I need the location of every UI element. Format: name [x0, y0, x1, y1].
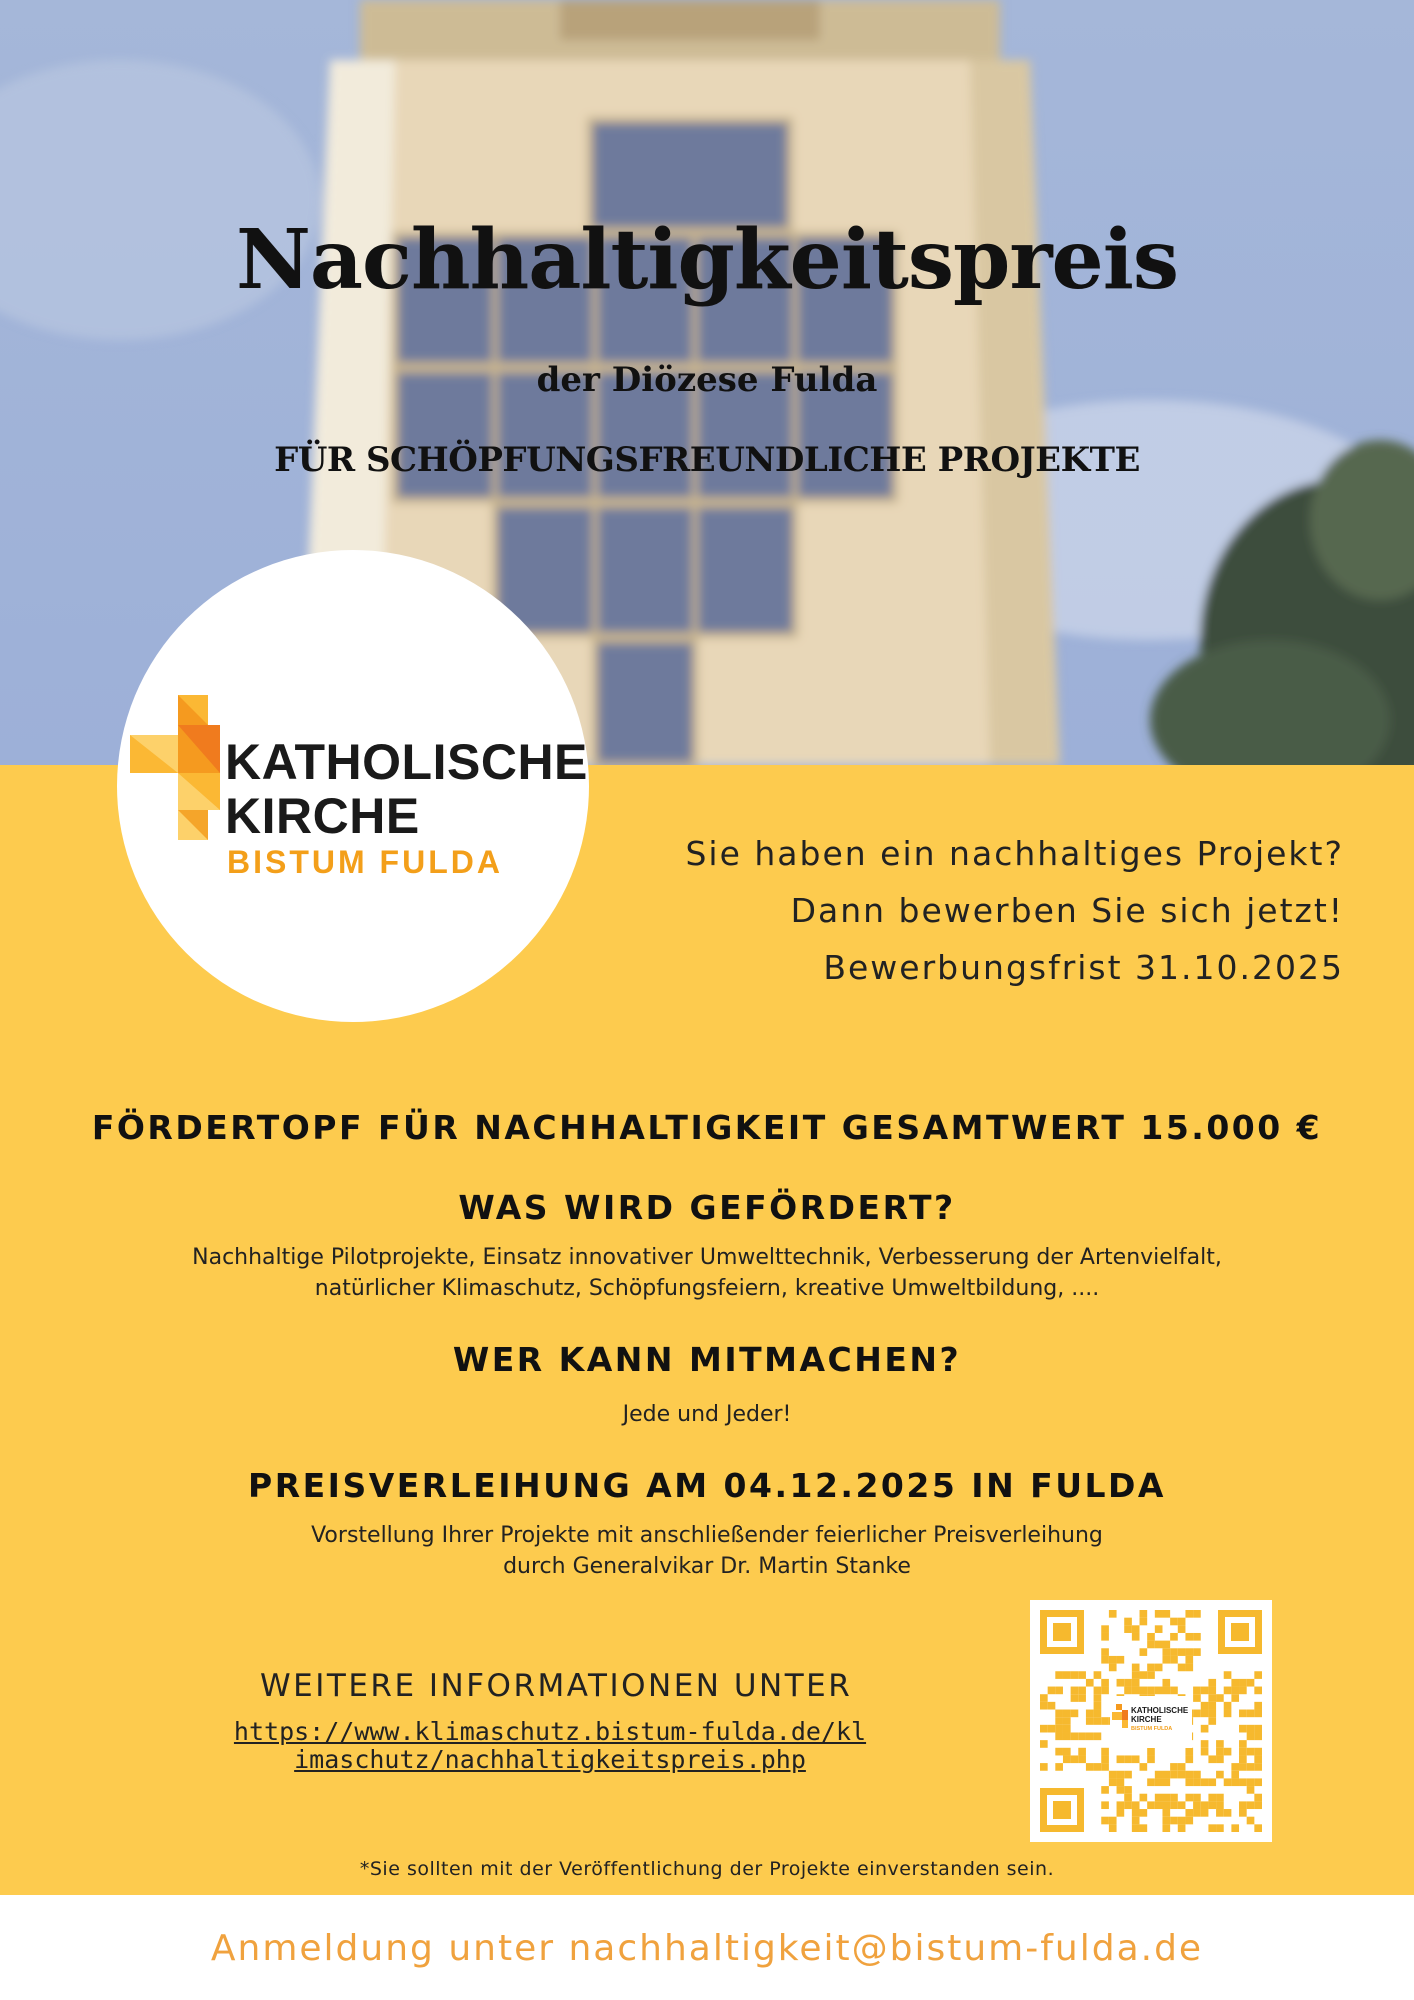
qr-module	[1162, 1679, 1170, 1687]
qr-module	[1216, 1794, 1224, 1802]
qr-module	[1162, 1809, 1170, 1817]
qr-module	[1055, 1725, 1063, 1733]
qr-module	[1101, 1687, 1109, 1695]
qr-module	[1101, 1717, 1109, 1725]
qr-module	[1086, 1717, 1094, 1725]
qr-module	[1208, 1778, 1216, 1786]
more-info-link[interactable]: https://www.klimaschutz.bistum-fulda.de/klimaschutz/nachhaltigkeitspreis.php	[233, 1717, 867, 1774]
qr-module	[1193, 1610, 1201, 1618]
qr-module	[1147, 1633, 1155, 1641]
qr-module	[1178, 1824, 1186, 1832]
qr-logo-line-3: BISTUM FULDA	[1131, 1726, 1173, 1732]
qr-module	[1162, 1778, 1170, 1786]
qr-module	[1239, 1710, 1247, 1718]
qr-module	[1155, 1771, 1163, 1779]
qr-module	[1247, 1801, 1255, 1809]
qr-module	[1208, 1679, 1216, 1687]
qr-module	[1231, 1824, 1239, 1832]
qr-module	[1101, 1801, 1109, 1809]
qr-module	[1178, 1664, 1186, 1672]
qr-module	[1140, 1794, 1148, 1802]
qr-module	[1208, 1694, 1216, 1702]
qr-module	[1063, 1732, 1071, 1740]
qr-module	[1147, 1748, 1155, 1756]
who-heading: WER KANN MITMACHEN?	[452, 1340, 962, 1379]
qr-module	[1071, 1687, 1079, 1695]
qr-module	[1086, 1710, 1094, 1718]
qr-module	[1109, 1656, 1117, 1664]
qr-module	[1170, 1618, 1178, 1626]
qr-module	[1239, 1740, 1247, 1748]
qr-module	[1140, 1648, 1148, 1656]
qr-module	[1162, 1801, 1170, 1809]
qr-module	[1185, 1817, 1193, 1825]
qr-module	[1254, 1763, 1262, 1771]
qr-module	[1224, 1710, 1232, 1718]
qr-module	[1185, 1794, 1193, 1802]
qr-module	[1132, 1625, 1140, 1633]
cta-deadline: Bewerbungsfrist 31.10.2025	[823, 948, 1344, 987]
qr-module	[1231, 1687, 1239, 1695]
qr-module	[1063, 1755, 1071, 1763]
qr-module	[1193, 1794, 1201, 1802]
qr-module	[1254, 1732, 1262, 1740]
qr-module	[1094, 1717, 1102, 1725]
qr-module	[1040, 1740, 1048, 1748]
qr-module	[1170, 1763, 1178, 1771]
qr-module	[1208, 1801, 1216, 1809]
award-line-2: durch Generalvikar Dr. Martin Stanke	[503, 1554, 911, 1579]
qr-module	[1224, 1702, 1232, 1710]
qr-module	[1055, 1710, 1063, 1718]
page-subtitle: der Diözese Fulda	[536, 360, 878, 400]
qr-module	[1193, 1633, 1201, 1641]
qr-module	[1193, 1771, 1201, 1779]
qr-module	[1124, 1679, 1132, 1687]
qr-module	[1140, 1809, 1148, 1817]
qr-module	[1040, 1763, 1048, 1771]
qr-module	[1109, 1610, 1117, 1618]
qr-module	[1239, 1755, 1247, 1763]
qr-module	[1140, 1671, 1148, 1679]
qr-module	[1216, 1694, 1224, 1702]
qr-module	[1185, 1633, 1193, 1641]
qr-module	[1094, 1671, 1102, 1679]
qr-module	[1178, 1817, 1186, 1825]
qr-module	[1140, 1618, 1148, 1626]
what-line-2: natürlicher Klimaschutz, Schöpfungsfeiern, kreative Umweltbildung, ....	[314, 1276, 1100, 1301]
qr-module	[1185, 1778, 1193, 1786]
qr-module	[1239, 1801, 1247, 1809]
qr-module	[1101, 1648, 1109, 1656]
qr-module	[1193, 1694, 1201, 1702]
cta-line-1: Sie haben ein nachhaltiges Projekt?	[685, 834, 1344, 873]
qr-module	[1040, 1694, 1048, 1702]
qr-module	[1254, 1748, 1262, 1756]
qr-module	[1185, 1664, 1193, 1672]
qr-module	[1254, 1801, 1262, 1809]
qr-module	[1170, 1656, 1178, 1664]
cross-logo-icon	[130, 695, 230, 840]
more-info-label: WEITERE INFORMATIONEN UNTER	[260, 1668, 853, 1704]
fund-heading: FÖRDERTOPF FÜR NACHHALTIGKEIT GESAMTWERT 15.000 €	[91, 1108, 1323, 1147]
registration-email[interactable]: Anmeldung unter nachhaltigkeit@bistum-fulda.de	[210, 1928, 1204, 1969]
what-description	[0, 1242, 1414, 1304]
qr-module	[1254, 1778, 1262, 1786]
qr-module	[1155, 1687, 1163, 1695]
qr-module	[1193, 1809, 1201, 1817]
call-to-action	[685, 825, 1344, 996]
qr-module	[1170, 1801, 1178, 1809]
qr-module	[1216, 1748, 1224, 1756]
qr-module	[1078, 1755, 1086, 1763]
qr-module	[1208, 1710, 1216, 1718]
qr-module	[1254, 1824, 1262, 1832]
qr-module	[1140, 1763, 1148, 1771]
qr-module	[1094, 1710, 1102, 1718]
qr-module	[1162, 1824, 1170, 1832]
qr-module	[1078, 1732, 1086, 1740]
qr-module	[1101, 1679, 1109, 1687]
qr-module	[1124, 1755, 1132, 1763]
qr-module	[1101, 1656, 1109, 1664]
qr-module	[1109, 1664, 1117, 1672]
qr-module	[1071, 1694, 1079, 1702]
qr-module	[1185, 1748, 1193, 1756]
qr-module	[1254, 1794, 1262, 1802]
qr-module	[1132, 1755, 1140, 1763]
qr-module	[1162, 1817, 1170, 1825]
qr-module	[1178, 1763, 1186, 1771]
qr-code-graphic	[1030, 1600, 1272, 1842]
qr-module	[1071, 1710, 1079, 1718]
qr-module	[1170, 1687, 1178, 1695]
qr-module	[1063, 1717, 1071, 1725]
qr-module	[1247, 1725, 1255, 1733]
qr-module	[1247, 1786, 1255, 1794]
qr-module	[1170, 1633, 1178, 1641]
cta-line-2: Dann bewerben Sie sich jetzt!	[790, 891, 1344, 930]
qr-module	[1109, 1778, 1117, 1786]
qr-module	[1155, 1794, 1163, 1802]
qr-module	[1208, 1702, 1216, 1710]
what-heading: WAS WIRD GEFÖRDERT?	[458, 1188, 956, 1227]
qr-module	[1101, 1786, 1109, 1794]
qr-module	[1254, 1687, 1262, 1695]
qr-module	[1162, 1610, 1170, 1618]
logo-text-kirche: KIRCHE	[225, 788, 420, 844]
qr-module	[1048, 1687, 1056, 1695]
qr-module	[1132, 1664, 1140, 1672]
qr-module	[1055, 1732, 1063, 1740]
qr-module	[1231, 1694, 1239, 1702]
qr-module	[1086, 1732, 1094, 1740]
qr-module	[1155, 1625, 1163, 1633]
qr-module	[1055, 1717, 1063, 1725]
qr-module	[1078, 1694, 1086, 1702]
qr-module	[1147, 1755, 1155, 1763]
qr-module	[1155, 1664, 1163, 1672]
qr-module	[1178, 1771, 1186, 1779]
qr-module	[1193, 1801, 1201, 1809]
qr-module	[1063, 1710, 1071, 1718]
qr-module	[1170, 1794, 1178, 1802]
qr-module	[1040, 1702, 1048, 1710]
qr-module	[1178, 1618, 1186, 1626]
qr-module	[1117, 1656, 1125, 1664]
qr-module	[1132, 1633, 1140, 1641]
qr-module	[1185, 1809, 1193, 1817]
award-line-1: Vorstellung Ihrer Projekte mit anschließender feierlicher Preisverleihung	[311, 1523, 1103, 1548]
qr-module	[1193, 1710, 1201, 1718]
qr-module	[1040, 1725, 1048, 1733]
qr-module	[1193, 1687, 1201, 1695]
qr-module	[1185, 1656, 1193, 1664]
qr-module	[1147, 1641, 1155, 1649]
qr-module	[1208, 1717, 1216, 1725]
qr-module	[1155, 1778, 1163, 1786]
qr-module	[1201, 1748, 1209, 1756]
qr-module	[1216, 1771, 1224, 1779]
qr-module	[1124, 1625, 1132, 1633]
qr-module	[1124, 1801, 1132, 1809]
qr-module	[1124, 1618, 1132, 1626]
qr-module	[1247, 1817, 1255, 1825]
qr-module	[1170, 1817, 1178, 1825]
qr-module	[1201, 1809, 1209, 1817]
qr-module	[1185, 1771, 1193, 1779]
qr-module	[1147, 1778, 1155, 1786]
qr-module	[1147, 1687, 1155, 1695]
qr-module	[1201, 1778, 1209, 1786]
qr-module	[1117, 1809, 1125, 1817]
page-title: Nachhaltigkeitspreis	[235, 212, 1179, 308]
qr-module	[1132, 1817, 1140, 1825]
qr-module	[1132, 1687, 1140, 1695]
qr-module	[1247, 1748, 1255, 1756]
qr-module	[1109, 1824, 1117, 1832]
qr-module	[1224, 1778, 1232, 1786]
qr-module	[1185, 1610, 1193, 1618]
qr-module	[1201, 1710, 1209, 1718]
qr-module	[1170, 1648, 1178, 1656]
qr-module	[1247, 1732, 1255, 1740]
qr-module	[1101, 1763, 1109, 1771]
qr-module	[1185, 1755, 1193, 1763]
qr-module	[1101, 1755, 1109, 1763]
qr-module	[1063, 1748, 1071, 1756]
qr-module	[1094, 1687, 1102, 1695]
what-line-1: Nachhaltige Pilotprojekte, Einsatz innovativer Umwelttechnik, Verbesserung der Artenvielfalt,	[192, 1245, 1222, 1270]
qr-module	[1086, 1763, 1094, 1771]
qr-module	[1231, 1778, 1239, 1786]
qr-module	[1048, 1702, 1056, 1710]
qr-module	[1231, 1771, 1239, 1779]
qr-module	[1101, 1817, 1109, 1825]
qr-module	[1201, 1801, 1209, 1809]
qr-module	[1247, 1778, 1255, 1786]
award-heading: PREISVERLEIHUNG AM 04.12.2025 IN FULDA	[248, 1466, 1166, 1505]
qr-module	[1208, 1794, 1216, 1802]
qr-module	[1063, 1671, 1071, 1679]
qr-module	[1124, 1771, 1132, 1779]
qr-module	[1231, 1679, 1239, 1687]
qr-module	[1216, 1801, 1224, 1809]
qr-module	[1117, 1771, 1125, 1779]
qr-module	[1247, 1710, 1255, 1718]
qr-module	[1155, 1610, 1163, 1618]
qr-module	[1109, 1817, 1117, 1825]
qr-module	[1078, 1687, 1086, 1695]
qr-module	[1193, 1648, 1201, 1656]
qr-module	[1094, 1763, 1102, 1771]
qr-module	[1140, 1824, 1148, 1832]
qr-module	[1155, 1641, 1163, 1649]
who-text: Jede und Jeder!	[622, 1402, 792, 1427]
qr-module	[1162, 1641, 1170, 1649]
qr-module	[1140, 1687, 1148, 1695]
qr-module	[1071, 1732, 1079, 1740]
qr-module	[1239, 1679, 1247, 1687]
page-tagline: FÜR SCHÖPFUNGSFREUNDLICHE PROJEKTE	[274, 440, 1140, 480]
qr-module	[1071, 1671, 1079, 1679]
qr-module	[1162, 1771, 1170, 1779]
logo-text-katholische: KATHOLISCHE	[225, 734, 588, 790]
qr-module	[1132, 1801, 1140, 1809]
qr-module	[1170, 1771, 1178, 1779]
award-description	[0, 1520, 1414, 1582]
qr-module	[1117, 1679, 1125, 1687]
qr-module	[1224, 1809, 1232, 1817]
qr-module	[1216, 1824, 1224, 1832]
qr-module	[1132, 1824, 1140, 1832]
qr-module	[1239, 1725, 1247, 1733]
qr-module	[1254, 1702, 1262, 1710]
qr-module	[1239, 1748, 1247, 1756]
qr-module	[1201, 1702, 1209, 1710]
qr-module	[1117, 1755, 1125, 1763]
qr-module	[1178, 1648, 1186, 1656]
qr-module	[1063, 1725, 1071, 1733]
logo-text-bistum-fulda: BISTUM FULDA	[227, 844, 503, 880]
qr-logo-line-1: KATHOLISCHE	[1131, 1706, 1189, 1715]
qr-module	[1185, 1648, 1193, 1656]
qr-module	[1055, 1748, 1063, 1756]
qr-module	[1224, 1748, 1232, 1756]
qr-module	[1162, 1794, 1170, 1802]
qr-module	[1201, 1740, 1209, 1748]
qr-module	[1239, 1809, 1247, 1817]
qr-module	[1124, 1687, 1132, 1695]
qr-module	[1216, 1740, 1224, 1748]
qr-module	[1178, 1625, 1186, 1633]
qr-module	[1109, 1771, 1117, 1779]
qr-module	[1147, 1671, 1155, 1679]
qr-module	[1155, 1801, 1163, 1809]
qr-module	[1201, 1725, 1209, 1733]
qr-module	[1239, 1687, 1247, 1695]
qr-module	[1078, 1748, 1086, 1756]
qr-module	[1086, 1679, 1094, 1687]
qr-module	[1101, 1625, 1109, 1633]
qr-module	[1224, 1671, 1232, 1679]
qr-module	[1247, 1679, 1255, 1687]
qr-module	[1094, 1732, 1102, 1740]
qr-module	[1216, 1755, 1224, 1763]
qr-module	[1117, 1778, 1125, 1786]
qr-module	[1055, 1763, 1063, 1771]
qr-module	[1208, 1824, 1216, 1832]
qr-module	[1124, 1786, 1132, 1794]
qr-module	[1208, 1687, 1216, 1695]
qr-module	[1117, 1786, 1125, 1794]
qr-module	[1055, 1687, 1063, 1695]
qr-module	[1247, 1763, 1255, 1771]
qr-logo-line-2: KIRCHE	[1131, 1715, 1162, 1724]
qr-module	[1254, 1755, 1262, 1763]
qr-module	[1201, 1687, 1209, 1695]
qr-module	[1254, 1725, 1262, 1733]
qr-code[interactable]	[1030, 1600, 1272, 1842]
qr-module	[1094, 1702, 1102, 1710]
qr-module	[1055, 1671, 1063, 1679]
qr-module	[1132, 1671, 1140, 1679]
qr-module	[1216, 1809, 1224, 1817]
qr-module	[1239, 1778, 1247, 1786]
footnote: *Sie sollten mit der Veröffentlichung der Projekte einverstanden sein.	[359, 1858, 1055, 1880]
qr-module	[1147, 1664, 1155, 1672]
qr-module	[1239, 1763, 1247, 1771]
qr-module	[1071, 1755, 1079, 1763]
qr-module	[1178, 1801, 1186, 1809]
qr-module	[1101, 1748, 1109, 1756]
qr-module	[1078, 1671, 1086, 1679]
qr-module	[1208, 1755, 1216, 1763]
qr-module	[1254, 1710, 1262, 1718]
qr-module	[1094, 1694, 1102, 1702]
qr-module	[1124, 1794, 1132, 1802]
qr-module	[1140, 1610, 1148, 1618]
qr-module	[1132, 1809, 1140, 1817]
qr-module	[1117, 1801, 1125, 1809]
qr-module	[1132, 1679, 1140, 1687]
qr-module	[1162, 1648, 1170, 1656]
qr-module	[1048, 1725, 1056, 1733]
qr-module	[1193, 1778, 1201, 1786]
qr-module	[1231, 1763, 1239, 1771]
qr-module	[1162, 1687, 1170, 1695]
qr-module	[1147, 1801, 1155, 1809]
qr-module	[1162, 1656, 1170, 1664]
qr-module	[1254, 1671, 1262, 1679]
qr-module	[1224, 1687, 1232, 1695]
qr-module	[1101, 1633, 1109, 1641]
